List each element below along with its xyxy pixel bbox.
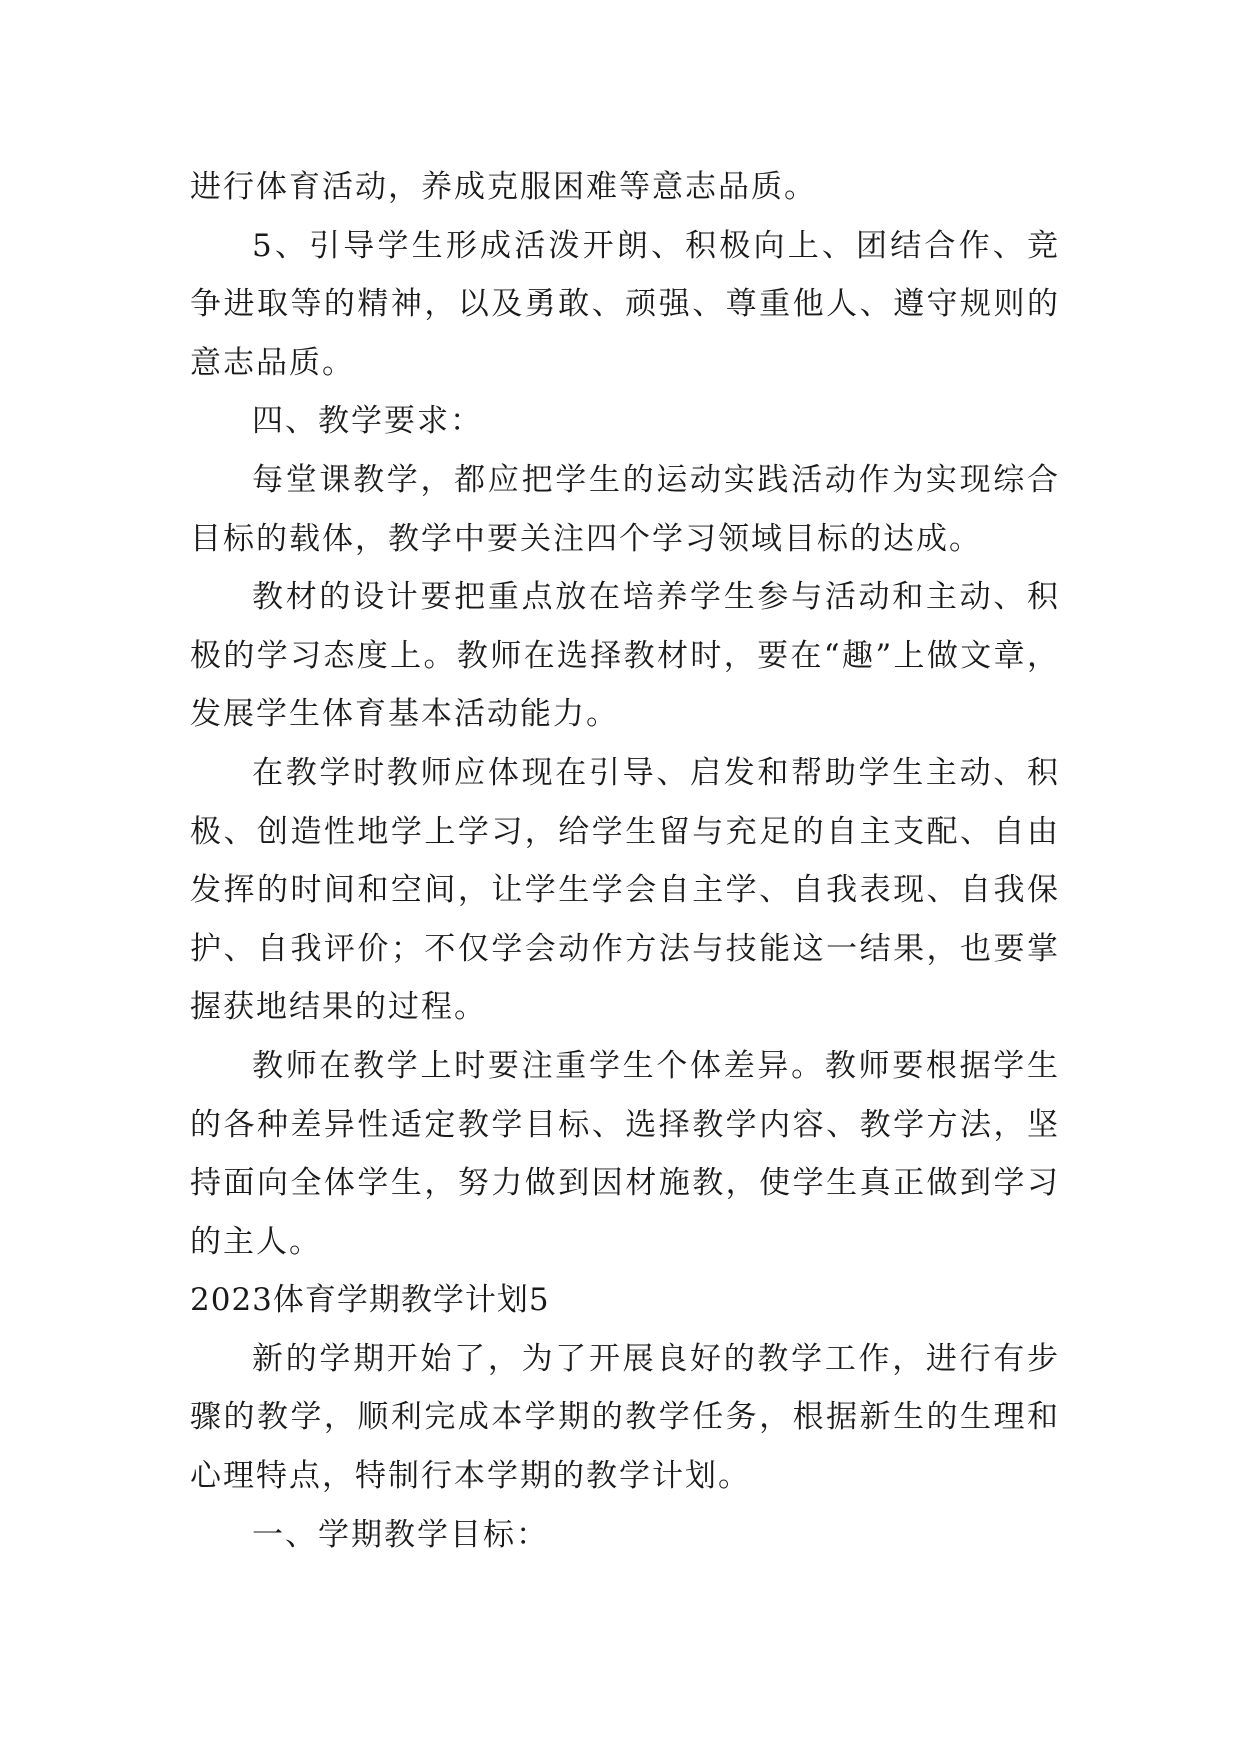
paragraph: 教师在教学上时要注重学生个体差异。教师要根据学生的各种差异性适定教学目标、选择教学内容、教学方法，坚持面向全体学生，努力做到因材施教，使学生真正做到学习的主人。	[190, 1047, 1060, 1260]
paragraph: 每堂课教学，都应把学生的运动实践活动作为实现综合目标的载体，教学中要关注四个学习领域目标的达成。	[190, 461, 1060, 557]
paragraph: 进行体育活动，养成克服困难等意志品质。	[190, 169, 817, 205]
paragraph: 5、引导学生形成活泼开朗、积极向上、团结合作、竞争进取等的精神，以及勇敢、顽强、尊重他人、遵守规则的意志品质。	[190, 227, 1060, 381]
document-title: 2023体育学期教学计划5	[190, 1282, 550, 1319]
paragraph: 教材的设计要把重点放在培养学生参与活动和主动、积极的学习态度上。教师在选择教材时，要在“趣”上做文章，发展学生体育基本活动能力。	[190, 579, 1060, 733]
section-heading: 一、学期教学目标：	[252, 1516, 549, 1553]
section-heading: 四、教学要求：	[252, 403, 483, 440]
document-body	[190, 158, 1060, 1564]
paragraph: 在教学时教师应体现在引导、启发和帮助学生主动、积极、创造性地学上学习，给学生留与充足的自主支配、自由发挥的时间和空间，让学生学会自主学、自我表现、自我保护、自我评价；不仅学会动作方法与技能这一结果，也要掌握获地结果的过程。	[190, 754, 1060, 1026]
paragraph: 新的学期开始了，为了开展良好的教学工作，进行有步骤的教学，顺利完成本学期的教学任务，根据新生的生理和心理特点，特制行本学期的教学计划。	[190, 1340, 1060, 1495]
